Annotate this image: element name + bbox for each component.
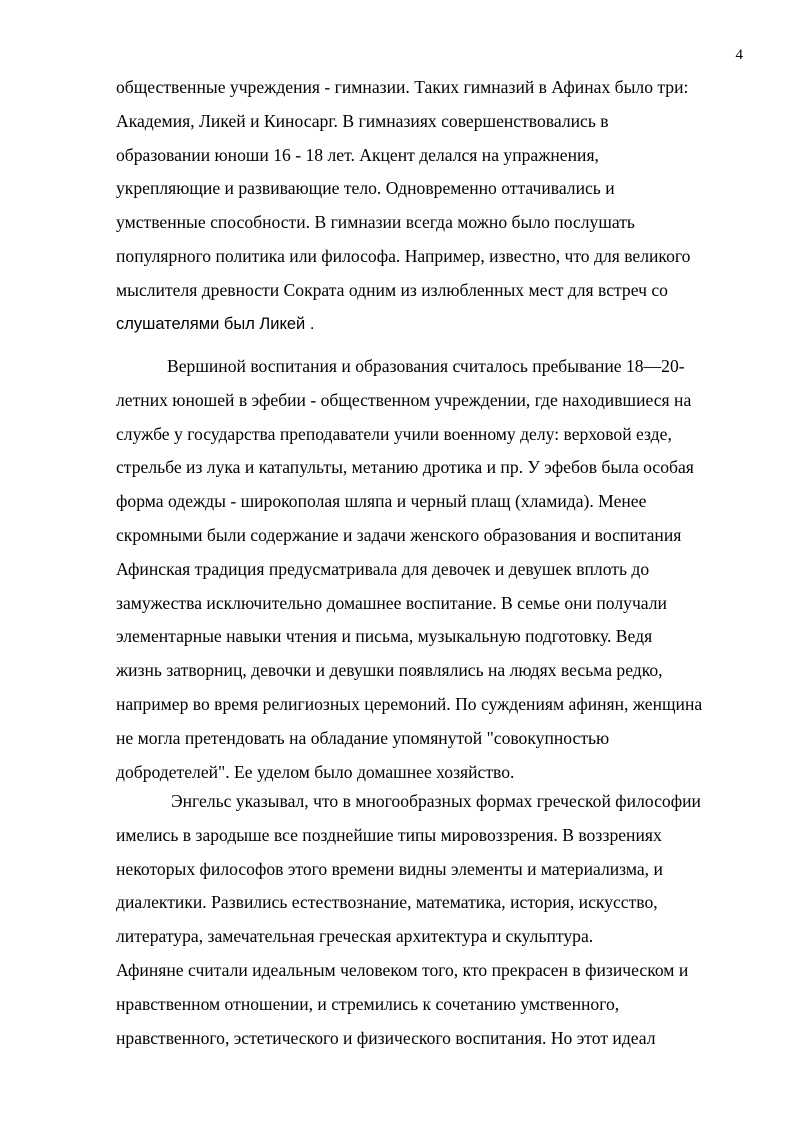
text-line: слушателями был Ликей . [116,314,315,333]
text-line: Энгельс указывал, что в многообразных формах греческой философии [171,791,701,811]
paragraph-engels [116,785,756,1055]
text-line: диалектики. Развились естествознание, математика, история, искусство, [116,892,658,913]
text-line: нравственном отношении, и стремились к сочетанию умственного, [116,993,620,1014]
text-line: образовании юноши 16 - 18 лет. Акцент делался на упражнения, [116,144,599,165]
text-line: скромными были содержание и задачи женского образования и воспитания [116,524,682,545]
paragraph-ephebia [116,350,756,789]
text-line: мыслителя древности Сократа одним из излюбленных мест для встреч со [116,279,668,300]
text-line: Вершиной воспитания и образования считалось пребывание 18—20- [167,356,685,376]
text-line: жизнь затворниц, девочки и девушки появлялись на людях весьма редко, [116,660,663,681]
text-line: замужества исключительно домашнее воспитание. В семье они получали [116,592,667,613]
text-line: нравственного, эстетического и физического воспитания. Но этот идеал [116,1027,656,1048]
text-line: не могла претендовать на обладание упомянутой "совокупностью [116,727,610,748]
text-line: стрельбе из лука и катапульты, метанию дротика и пр. У эфебов была особая [116,457,694,478]
page-number: 4 [735,47,743,63]
text-line: летних юношей в эфебии - общественном учреждении, где находившиеся на [116,389,692,410]
text-line: некоторых философов этого времени видны элементы и материализма, и [116,858,663,879]
text-line: общественные учреждения - гимназии. Таких гимназий в Афинах было три: [116,77,689,97]
text-line: умственные способности. В гимназии всегда можно было послушать [116,212,635,233]
text-line: службе у государства преподаватели учили военному делу: верховой езде, [116,423,672,444]
text-line: элементарные навыки чтения и письма, музыкальную подготовку. Ведя [116,626,653,647]
text-line: популярного политика или философа. Например, известно, что для великого [116,245,691,266]
text-line: добродетелей". Ее уделом было домашнее хозяйство. [116,761,515,782]
text-line: Афиняне считали идеальным человеком того, кто прекрасен в физическом и [116,959,689,980]
paragraph-gymnasiums [116,71,756,341]
text-line: Афинская традиция предусматривала для девочек и девушек вплоть до [116,558,650,579]
text-line: имелись в зародыше все позднейшие типы мировоззрения. В воззрениях [116,824,662,845]
text-line: форма одежды - широкополая шляпа и черный плащ (хламида). Менее [116,491,647,512]
text-line: например во время религиозных церемоний. По суждениям афинян, женщина [116,693,703,714]
text-line: Академия, Ликей и Киносарг. В гимназиях совершенствовались в [116,110,609,131]
text-line: укрепляющие и развивающие тело. Одновременно оттачивались и [116,178,615,199]
text-line: литература, замечательная греческая архитектура и скульптура. [116,926,594,947]
